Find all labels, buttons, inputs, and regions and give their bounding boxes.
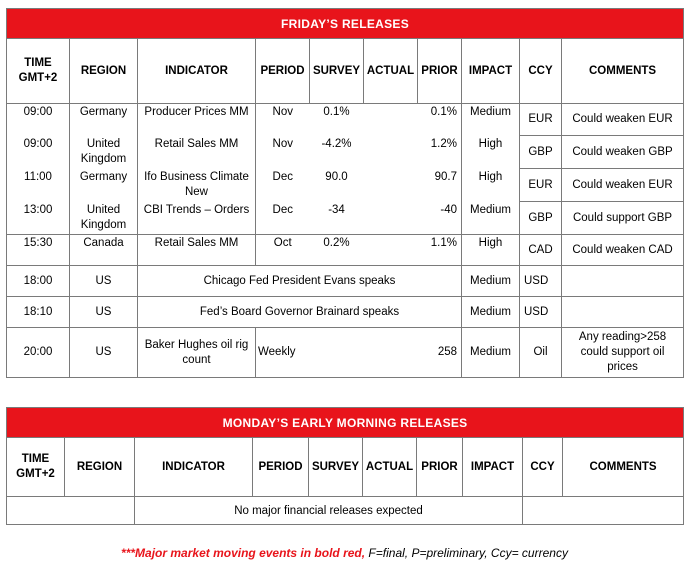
cell-time: 09:00 (7, 104, 70, 136)
monday-releases-table (6, 407, 684, 525)
cell-impact: High (462, 136, 520, 169)
cell-ccy: EUR (520, 169, 562, 202)
cell-comments: Could support GBP (562, 202, 684, 235)
cell-prior: 90.7 (418, 169, 462, 202)
header-actual: ACTUAL (363, 438, 417, 497)
table-row (7, 266, 684, 297)
cell-region: Germany (70, 104, 138, 136)
footer-legend: F=final, P=preliminary, Ccy= currency (365, 546, 568, 560)
cell-survey: -4.2% (321, 137, 352, 150)
friday-title: FRIDAY’S RELEASES (7, 9, 684, 39)
cell-period: Dec (256, 202, 310, 235)
cell-indicator: Producer Prices MM (138, 104, 256, 136)
cell-empty (7, 497, 135, 525)
header-prior: PRIOR (417, 438, 463, 497)
cell-impact: Medium (462, 104, 520, 136)
table-row (7, 104, 684, 136)
cell-survey: 0.1% (310, 104, 364, 136)
cell-region: United Kingdom (70, 136, 138, 169)
cell-time: 11:00 (7, 169, 70, 202)
cell-actual (364, 136, 418, 169)
header-indicator: INDICATOR (135, 438, 253, 497)
no-releases-message: No major financial releases expected (135, 497, 523, 525)
table-row (7, 497, 684, 525)
cell-period: Nov (256, 104, 310, 136)
cell-region: United Kingdom (70, 202, 138, 235)
cell-region: US (70, 266, 138, 297)
cell-period: Weekly (256, 328, 310, 378)
cell-period: Nov (256, 136, 310, 169)
cell-impact: Medium (462, 328, 520, 378)
cell-time: 20:00 (7, 328, 70, 378)
cell-indicator: Baker Hughes oil rig count (138, 328, 256, 378)
cell-ccy: Oil (520, 328, 562, 378)
cell-impact: Medium (462, 202, 520, 235)
cell-survey: 90.0 (325, 170, 348, 183)
header-period: PERIOD (256, 39, 310, 104)
header-prior: PRIOR (418, 39, 462, 104)
cell-impact: Medium (462, 266, 520, 297)
monday-title: MONDAY’S EARLY MORNING RELEASES (7, 408, 684, 438)
cell-time: 15:30 (7, 235, 70, 266)
cell-comments: Could weaken EUR (562, 104, 684, 136)
table-row (7, 136, 684, 169)
cell-prior: -40 (418, 202, 462, 235)
cell-prior: 1.1% (418, 235, 462, 266)
cell-ccy: USD (520, 266, 562, 297)
cell-comments: Could weaken GBP (562, 136, 684, 169)
header-region: REGION (65, 438, 135, 497)
cell-impact: High (462, 235, 520, 266)
footer-note (0, 546, 689, 560)
cell-event: Chicago Fed President Evans speaks (138, 266, 462, 297)
cell-impact: Medium (462, 297, 520, 328)
header-time: TIME GMT+2 (7, 438, 65, 497)
cell-ccy: GBP (520, 136, 562, 169)
cell-survey (310, 328, 364, 378)
header-indicator: INDICATOR (138, 39, 256, 104)
cell-period: Oct (256, 235, 310, 266)
cell-actual (364, 104, 418, 136)
cell-empty (523, 497, 684, 525)
cell-comments: Any reading>258 could support oil prices (562, 328, 684, 378)
cell-event: Fed’s Board Governor Brainard speaks (138, 297, 462, 328)
cell-time: 18:10 (7, 297, 70, 328)
cell-region: Canada (70, 235, 138, 266)
cell-impact: High (462, 169, 520, 202)
cell-survey: -34 (310, 202, 364, 235)
table-row (7, 235, 684, 266)
header-survey: SURVEY (309, 438, 363, 497)
cell-survey: 0.2% (310, 235, 364, 266)
header-time: TIME GMT+2 (7, 39, 70, 104)
cell-indicator: CBI Trends – Orders (138, 202, 256, 235)
header-comments: COMMENTS (562, 39, 684, 104)
friday-header-row (7, 39, 684, 104)
header-impact: IMPACT (462, 39, 520, 104)
cell-actual (364, 202, 418, 235)
header-actual: ACTUAL (364, 39, 418, 104)
cell-comments (562, 266, 684, 297)
header-ccy: CCY (520, 39, 562, 104)
cell-actual (364, 328, 418, 378)
header-period: PERIOD (253, 438, 309, 497)
header-comments: COMMENTS (563, 438, 684, 497)
monday-header-row (7, 438, 684, 497)
cell-comments: Could weaken CAD (562, 235, 684, 266)
cell-actual (364, 169, 418, 202)
cell-indicator: Retail Sales MM (138, 235, 256, 266)
friday-releases-table (6, 8, 684, 378)
cell-ccy: USD (520, 297, 562, 328)
cell-period: Dec (256, 169, 310, 202)
cell-comments (562, 297, 684, 328)
cell-indicator: Retail Sales MM (138, 136, 256, 169)
header-survey: SURVEY (310, 39, 364, 104)
footer-major-note: ***Major market moving events in bold red, (121, 546, 366, 560)
cell-time: 13:00 (7, 202, 70, 235)
header-region: REGION (70, 39, 138, 104)
table-row (7, 169, 684, 202)
cell-ccy: EUR (520, 104, 562, 136)
cell-actual (364, 235, 418, 266)
cell-ccy: CAD (520, 235, 562, 266)
cell-prior: 0.1% (418, 104, 462, 136)
cell-ccy: GBP (520, 202, 562, 235)
cell-region: US (70, 328, 138, 378)
cell-indicator: Ifo Business Climate New (138, 169, 256, 202)
table-row (7, 202, 684, 235)
cell-region: Germany (70, 169, 138, 202)
table-row (7, 297, 684, 328)
cell-comments: Could weaken EUR (562, 169, 684, 202)
cell-prior: 1.2% (418, 136, 462, 169)
cell-time: 18:00 (7, 266, 70, 297)
header-ccy: CCY (523, 438, 563, 497)
header-impact: IMPACT (463, 438, 523, 497)
cell-prior: 258 (418, 328, 462, 378)
table-row (7, 328, 684, 378)
cell-region: US (70, 297, 138, 328)
cell-time: 09:00 (7, 136, 70, 169)
